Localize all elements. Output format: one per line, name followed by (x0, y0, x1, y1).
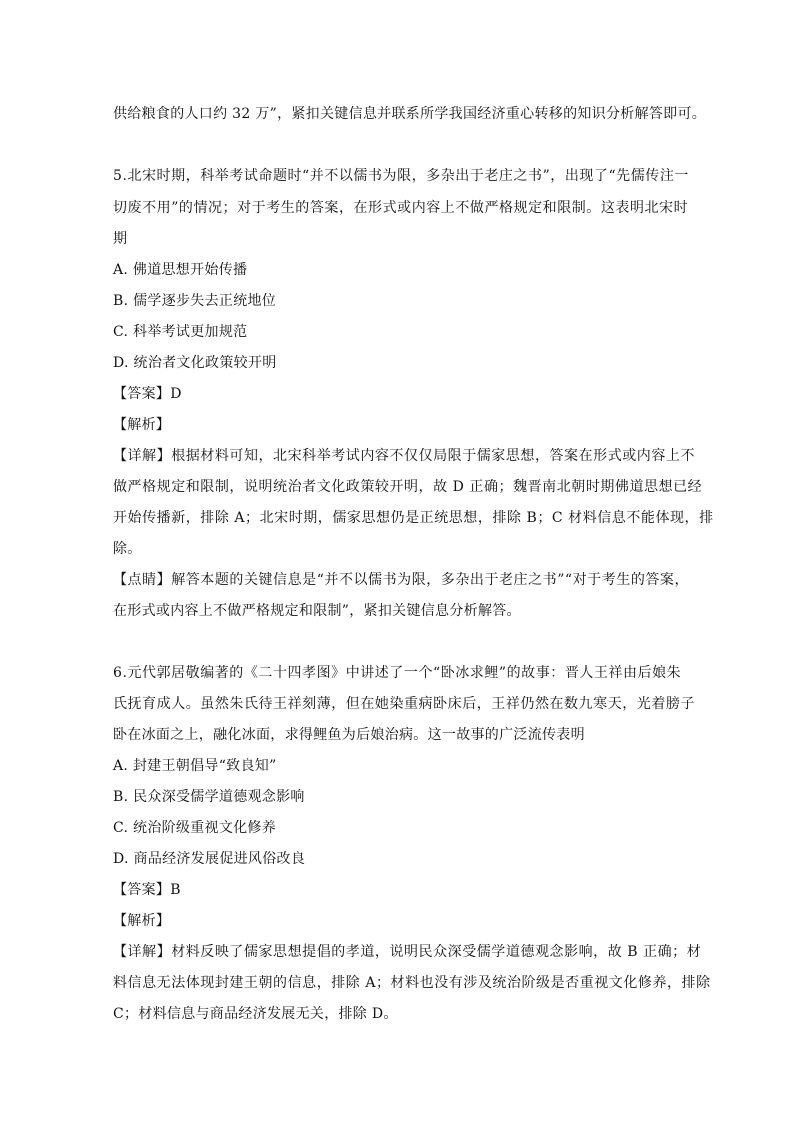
q5-answer: 【答案】D (113, 386, 182, 402)
q5-option-a: A. 佛道思想开始传播 (113, 262, 248, 278)
intro-text-line: 供给粮食的人口约 32 万”，紧扣关键信息并联系所学我国经济重心转移的知识分析解答即可。 (113, 106, 707, 122)
q5-stem-line-2: 切废不用”的情况；对于考生的答案，在形式或内容上不做严格规定和限制。这表明北宋时 (113, 200, 689, 216)
q5-detail-line-1: 【详解】根据材料可知，北宋科举考试内容不仅仅局限于儒家思想，答案在形式或内容上不 (113, 448, 695, 464)
q6-option-b: B. 民众深受儒学道德观念影响 (113, 789, 305, 805)
q5-tip-line-1: 【点睛】解答本题的关键信息是“并不以儒书为限，多杂出于老庄之书”“对于考生的答案， (113, 572, 690, 588)
q5-tip-line-2: 在形式或内容上不做严格规定和限制”，紧扣关键信息分析解答。 (113, 603, 521, 619)
q5-detail-line-2: 做严格规定和限制，说明统治者文化政策较开明，故 D 正确；魏晋南北朝时期佛道思想已经 (113, 479, 703, 495)
q6-detail-line-2: 料信息无法体现封建王朝的信息，排除 A；材料也没有涉及统治阶级是否重视文化修养，排除 (113, 975, 711, 991)
q6-detail-line-1: 【详解】材料反映了儒家思想提倡的孝道，说明民众深受儒学道德观念影响，故 B 正确；材 (113, 944, 702, 960)
q6-answer: 【答案】B (113, 882, 181, 898)
q6-stem-line-2: 氏抚育成人。虽然朱氏待王祥刻薄，但在她染重病卧床后，王祥仍然在数九寒天，光着膀子 (113, 696, 695, 712)
q5-stem-line-1: 5.北宋时期，科举考试命题时“并不以儒书为限，多杂出于老庄之书”，出现了“先儒传注一 (113, 168, 689, 184)
q5-option-b: B. 儒学逐步失去正统地位 (113, 293, 277, 309)
q6-stem-line-1: 6.元代郭居敬编著的《二十四孝图》中讲述了一个“卧冰求鲤”的故事：晋人王祥由后娘朱 (113, 665, 682, 681)
q6-detail-line-3: C；材料信息与商品经济发展无关，排除 D。 (113, 1006, 398, 1022)
q5-option-c: C. 科举考试更加规范 (113, 324, 248, 340)
q6-option-d: D. 商品经济发展促进风俗改良 (113, 851, 306, 867)
q5-detail-line-3: 开始传播新，排除 A；北宋时期，儒家思想仍是正统思想，排除 B；C 材料信息不能体现，排 (113, 510, 714, 526)
q5-analysis-heading: 【解析】 (113, 417, 171, 433)
q5-detail-line-4: 除。 (113, 541, 142, 557)
q6-stem-line-3: 卧在冰面之上，融化冰面，求得鲤鱼为后娘治病。这一故事的广泛流传表明 (113, 727, 585, 743)
q6-option-c: C. 统治阶级重视文化修养 (113, 820, 277, 836)
q6-analysis-heading: 【解析】 (113, 913, 171, 929)
q5-option-d: D. 统治者文化政策较开明 (113, 355, 277, 371)
q6-option-a: A. 封建王朝倡导“致良知” (113, 758, 277, 774)
q5-stem-line-3: 期 (113, 231, 128, 247)
